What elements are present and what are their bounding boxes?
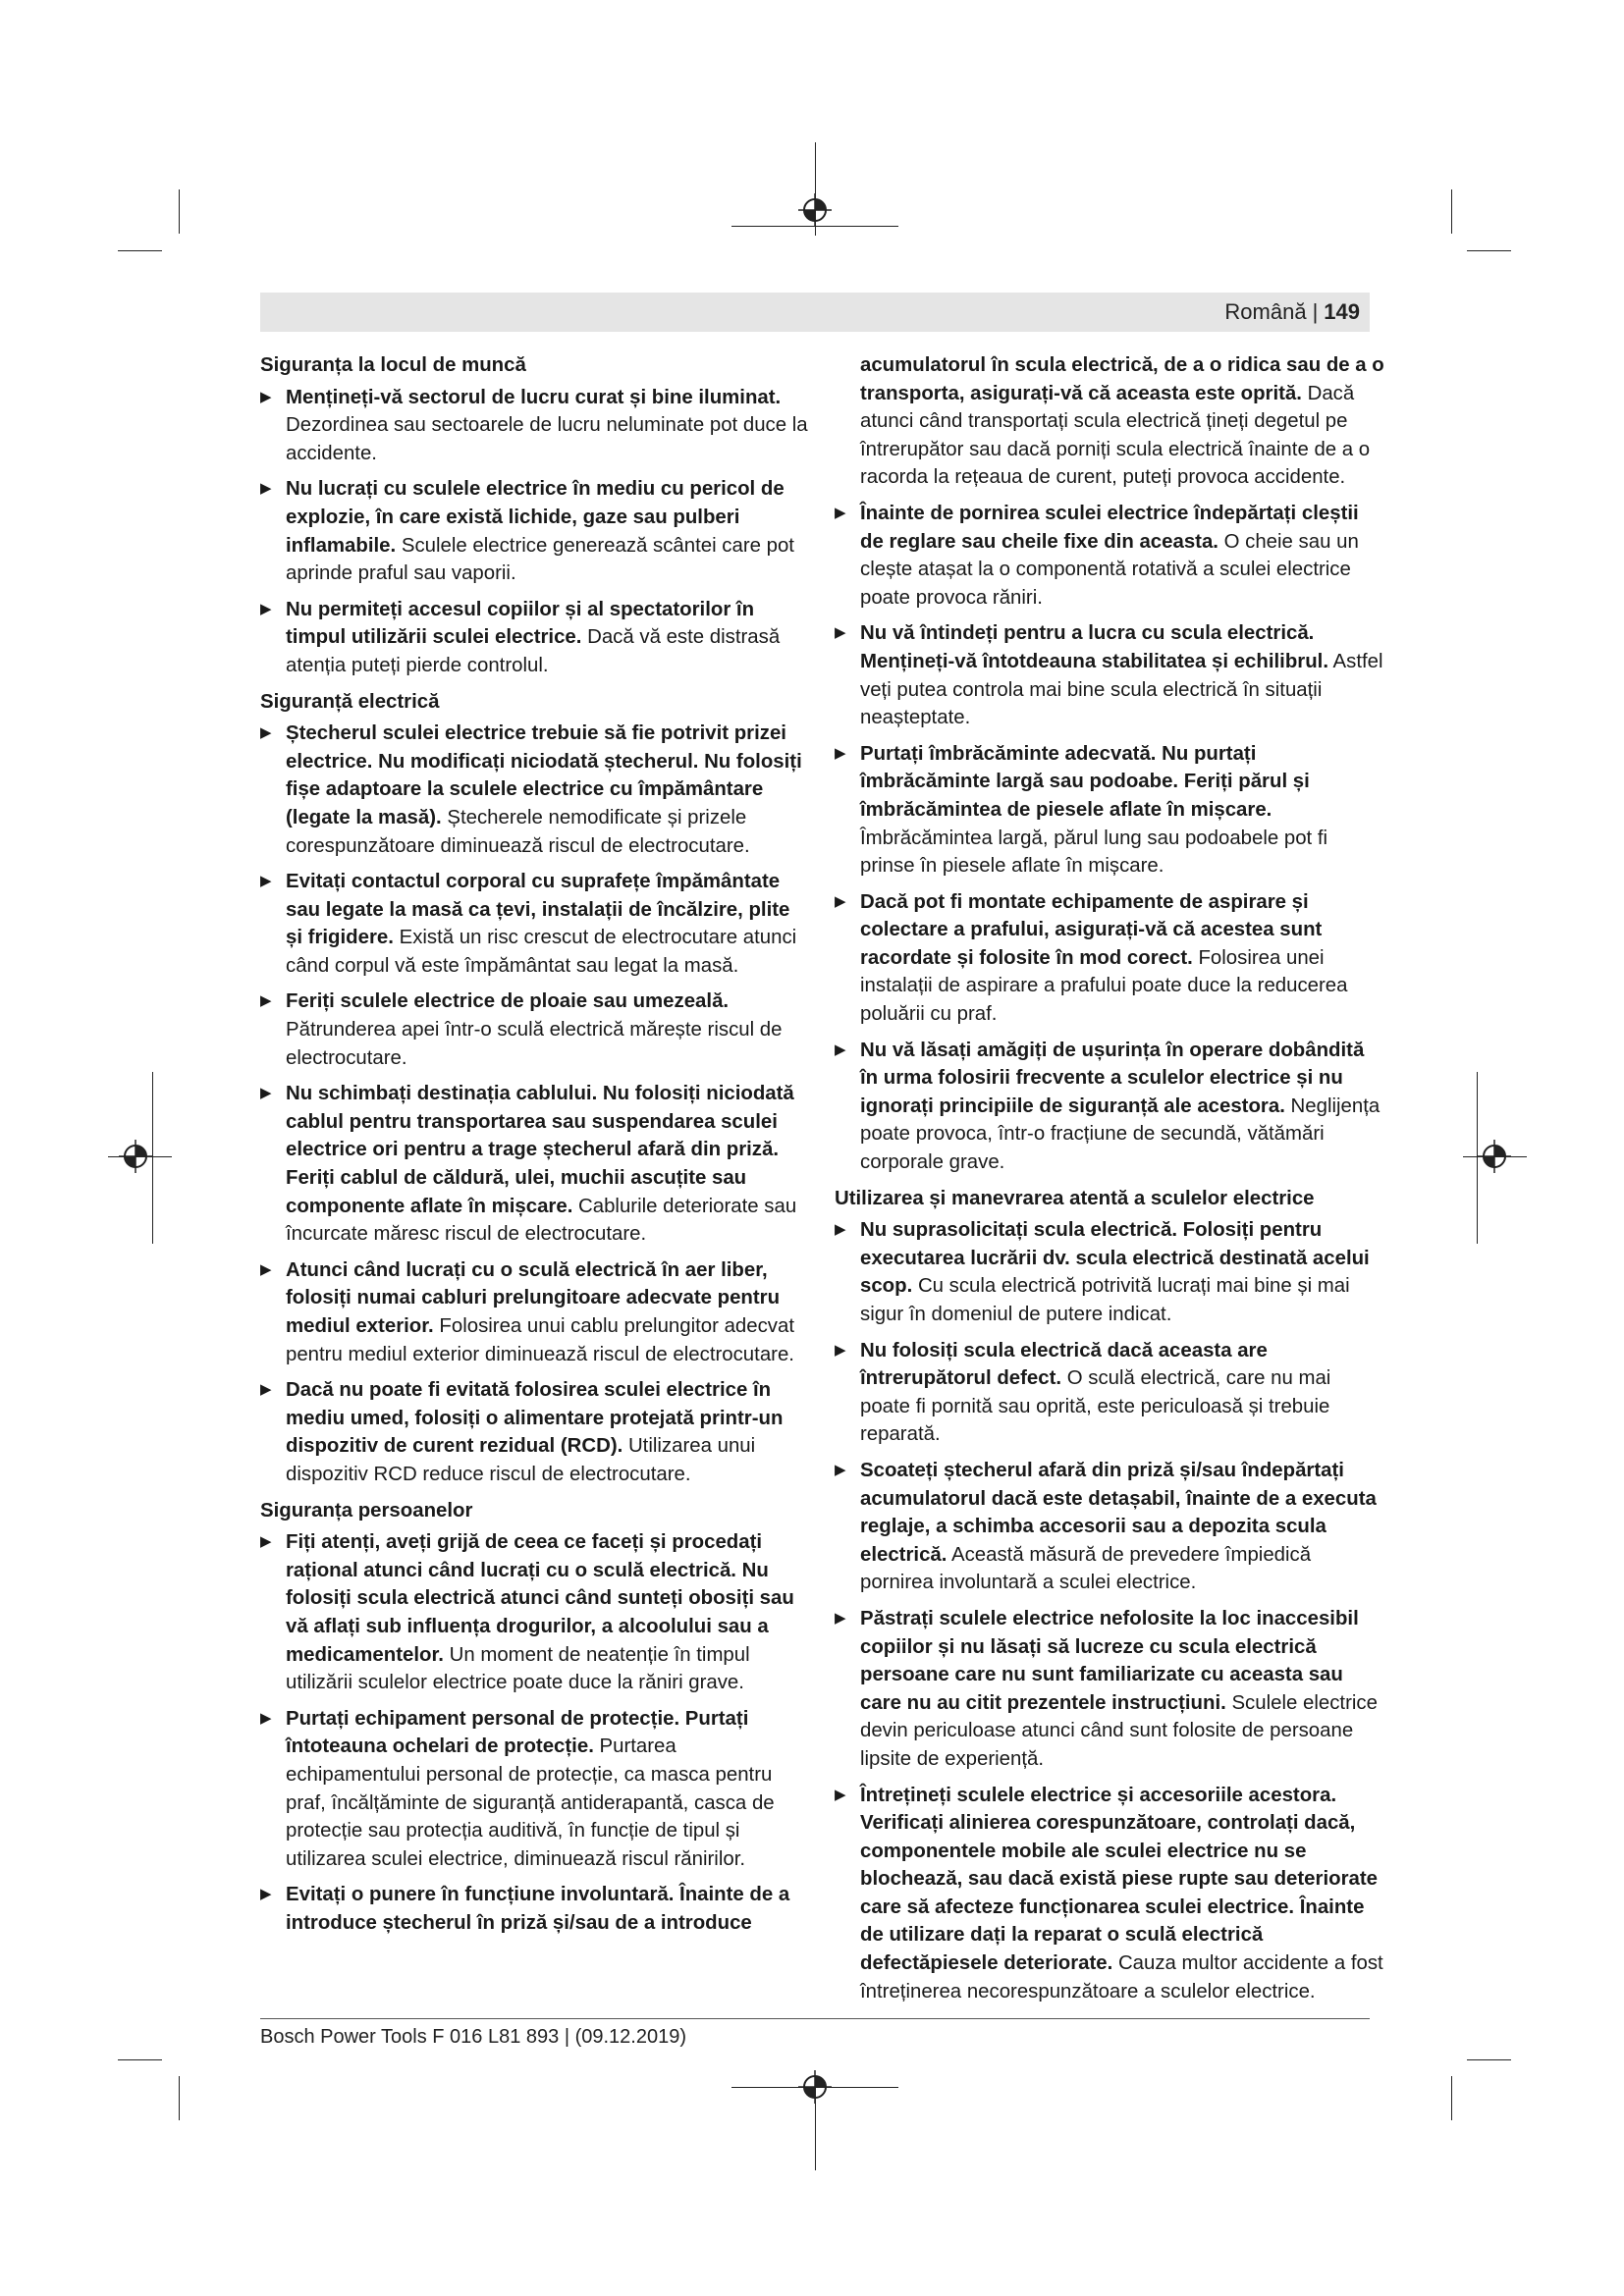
crop-mark xyxy=(1467,2059,1511,2060)
registration-line xyxy=(152,1072,153,1244)
safety-instruction xyxy=(835,1037,1384,1177)
safety-instruction xyxy=(835,888,1384,1029)
footer-divider xyxy=(260,2018,1370,2019)
page-footer: Bosch Power Tools F 016 L81 893 | (09.12.2019) xyxy=(260,2026,686,2048)
instruction-text: Sculele electrice devin periculoase atunci când sunt folosite de persoane lipsite de experiență. xyxy=(860,1691,1378,1770)
safety-instruction xyxy=(835,500,1384,612)
instruction-bold: Scoateți ștecherul afară din priză și/sau îndepărtați acumulatorul dacă este detașabil, înainte de a executa reglaje, a schimba accesorii sau a depozita scula electrică. xyxy=(860,1459,1377,1566)
safety-instruction xyxy=(260,1881,810,1937)
instruction-text: Folosirea unei instalații de aspirare a prafului poate duce la reducerea poluării cu praf. xyxy=(860,946,1348,1026)
instruction-text: Folosirea unui cablu prelungitor adecvat pentru mediul exterior diminuează riscul de electrocutare. xyxy=(286,1315,794,1365)
instruction-text: Cauza multor accidente a fost întreținerea necorespunzătoare a sculelor electrice. xyxy=(860,1952,1383,2002)
safety-instruction xyxy=(260,1256,810,1368)
instruction-bold: Nu suprasolicitați scula electrică. Folosiți pentru executarea lucrării dv. scula electrică destinată acelui scop. xyxy=(860,1219,1370,1298)
safety-instruction xyxy=(260,596,810,680)
right-column xyxy=(835,351,1384,2013)
instruction-bold: Nu vă întindeți pentru a lucra cu scula electrică. Mențineți-vă întotdeauna stabilitatea și echilibrul. xyxy=(860,622,1328,672)
safety-instruction xyxy=(260,868,810,980)
header-language: Română xyxy=(1224,299,1307,324)
instruction-bold: Nu lucrați cu sculele electrice în mediu cu pericol de explozie, în care există lichide, gaze sau pulberi inflamabile. xyxy=(286,478,785,557)
instruction-bold: Evitați o punere în funcțiune involuntară. Înainte de a introduce ștecherul în priză și/sau de a introduce xyxy=(286,1884,790,1934)
instruction-bold: acumulatorul în scula electrică, de a o ridica sau de a o transporta, asigurați-vă că aceasta este oprită. xyxy=(860,354,1384,404)
safety-instruction xyxy=(835,1337,1384,1449)
registration-target-icon xyxy=(1478,1140,1511,1173)
registration-target-icon xyxy=(798,193,832,227)
instruction-bold: Întrețineți sculele electrice și accesoriile acestora. Verificați alinierea corespunzătoare, controlați dacă, componentele mobile ale sculei electrice nu se blochează, sau dacă există piese rupte sau deteriorate care să afecteze funcționarea sculei electrice. Înainte de utilizare dați la reparat o sculă electrică defectăpiesele deteriorate. xyxy=(860,1784,1378,1975)
safety-instruction xyxy=(260,475,810,587)
page-number: 149 xyxy=(1324,299,1360,324)
instruction-bold: Fiți atenți, aveți grijă de ceea ce faceți și procedați rațional atunci când lucrați cu o sculă electrică. Nu folosiți scula electrică atunci când sunteți obosiți sau vă aflați sub influența drogurilor, a alcoolului sau a medicamentelor. xyxy=(286,1531,794,1666)
crop-mark xyxy=(179,2076,180,2120)
instruction-bold: Ștecherul sculei electrice trebuie să fie potrivit prizei electrice. Nu modificați niciodată ștecherul. Nu folosiți fișe adaptoare la sculele electrice cu împământare (legate la masă). xyxy=(286,722,802,828)
instruction-bold: Înainte de pornirea sculei electrice îndepărtați cleștii de reglare sau cheile fixe din aceasta. xyxy=(860,502,1359,553)
section-title: Utilizarea și manevrarea atentă a sculelor electrice xyxy=(835,1187,1315,1209)
safety-instruction xyxy=(260,988,810,1072)
safety-instruction xyxy=(835,1605,1384,1774)
instruction-text: Cu scula electrică potrivită lucrați mai bine și mai sigur în domeniul de putere indicat. xyxy=(860,1275,1350,1325)
crop-mark xyxy=(1451,189,1452,234)
instruction-text: Cablurile deteriorate sau încurcate măresc riscul de electrocutare. xyxy=(286,1195,797,1246)
left-column xyxy=(260,351,810,1945)
instruction-bold: Atunci când lucrați cu o sculă electrică în aer liber, folosiți numai cabluri prelungitoare adecvate pentru mediul exterior. xyxy=(286,1258,781,1337)
instruction-bold: Dacă nu poate fi evitată folosirea sculei electrice în mediu umed, folosiți o alimentare protejată printr-un dispozitiv de curent rezidual (RCD). xyxy=(286,1379,784,1458)
crop-mark xyxy=(118,2059,162,2060)
instruction-bold: Purtați îmbrăcăminte adecvată. Nu purtați îmbrăcăminte largă sau podoabe. Feriți părul și îmbrăcămintea de piesele aflate în mișcare. xyxy=(860,742,1310,821)
header-separator: | xyxy=(1312,299,1319,324)
crop-mark xyxy=(179,189,180,234)
safety-instruction xyxy=(835,740,1384,881)
crop-mark xyxy=(1451,2076,1452,2120)
instruction-text: Îmbrăcămintea largă, părul lung sau podoabele pot fi prinse în piesele aflate în mișcare. xyxy=(860,827,1328,878)
instruction-bold: Nu vă lăsați amăgiți de ușurința în operare dobândită în urma folosirii frecvente a sculelor electrice și nu ignorați principiile de siguranță ale acestora. xyxy=(860,1039,1365,1117)
instruction-bold: Nu permiteți accesul copiilor și al spectatorilor în timpul utilizării sculei electrice. xyxy=(286,598,755,649)
section-title: Siguranță electrică xyxy=(260,690,440,713)
safety-instruction xyxy=(835,1782,1384,2006)
safety-instruction-continued xyxy=(835,351,1384,492)
instruction-bold: Evitați contactul corporal cu suprafețe împământate sau legate la masă ca țevi, instalații de încălzire, plite și frigidere. xyxy=(286,871,790,949)
instruction-text: Dacă atunci când transportați scula electrică țineți degetul pe întrerupător sau dacă porniți scula electrică înainte de a o racorda la rețeaua de curent, puteți provoca accidente. xyxy=(860,382,1371,489)
instruction-text: Pătrunderea apei într-o sculă electrică mărește riscul de electrocutare. xyxy=(286,1019,783,1069)
instruction-text: Neglijența poate provoca, într-o fracțiune de secundă, vătămări corporale grave. xyxy=(860,1095,1380,1174)
instruction-text: Purtarea echipamentului personal de protecție, ca masca pentru praf, încălțăminte de siguranță antiderapantă, casca de protecție sau protecția auditivă, în funcție de tipul și utilizarea sculei electrice, diminuează riscul rănirilor. xyxy=(286,1735,775,1870)
instruction-text: Utilizarea unui dispozitiv RCD reduce riscul de electrocutare. xyxy=(286,1435,756,1485)
instruction-text: O cheie sau un clește atașat la o componentă rotativă a sculei electrice poate provoca răniri. xyxy=(860,530,1359,609)
instruction-bold: Mențineți-vă sectorul de lucru curat și bine iluminat. xyxy=(286,386,782,408)
crop-mark xyxy=(118,250,162,251)
safety-instruction xyxy=(835,619,1384,731)
safety-instruction xyxy=(260,720,810,860)
instruction-bold: Purtați echipament personal de protecție. Purtați întoteauna ochelari de protecție. xyxy=(286,1707,749,1758)
section-title: Siguranța la locul de muncă xyxy=(260,354,526,376)
page-header xyxy=(260,293,1370,332)
safety-instruction xyxy=(260,384,810,468)
instruction-bold: Feriți sculele electrice de ploaie sau umezeală. xyxy=(286,990,730,1013)
section-title: Siguranța persoanelor xyxy=(260,1499,473,1522)
instruction-text: Dezordinea sau sectoarele de lucru neluminate pot duce la accidente. xyxy=(286,414,808,464)
instruction-text: Un moment de neatenție în timpul utilizării sculelor electrice poate duce la răniri grave. xyxy=(286,1643,750,1694)
instruction-bold: Nu schimbați destinația cablului. Nu folosiți niciodată cablul pentru transportarea sau suspendarea sculei electrice ori pentru a trage ștecherul afară din priză. Feriți cablul de căldură, ulei, muchii ascuțite sau componente aflate în mișcare. xyxy=(286,1083,794,1217)
instruction-text: Astfel veți putea controla mai bine scula electrică în situații neașteptate. xyxy=(860,650,1383,729)
instruction-text: O sculă electrică, care nu mai poate fi pornită sau oprită, este periculoasă și trebuie reparată. xyxy=(860,1367,1331,1446)
registration-target-icon xyxy=(798,2070,832,2104)
safety-instruction xyxy=(260,1080,810,1249)
safety-instruction xyxy=(835,1216,1384,1328)
safety-instruction xyxy=(260,1705,810,1874)
registration-target-icon xyxy=(119,1140,152,1173)
header-label xyxy=(1224,299,1360,325)
instruction-text: Dacă vă este distrasă atenția puteți pierde controlul. xyxy=(286,626,781,676)
instruction-bold: Păstrați sculele electrice nefolosite la loc inaccesibil copiilor și nu lăsați să lucreze cu scula electrică persoane care nu sunt familiarizate cu aceasta sau care nu au citit prezentele instrucțiuni. xyxy=(860,1607,1359,1714)
safety-instruction xyxy=(260,1376,810,1488)
instruction-text: Sculele electrice generează scântei care pot aprinde praful sau vaporii. xyxy=(286,534,794,585)
crop-mark xyxy=(1467,250,1511,251)
safety-instruction xyxy=(260,1528,810,1697)
safety-instruction xyxy=(835,1457,1384,1597)
instruction-bold: Nu folosiți scula electrică dacă aceasta are întrerupătorul defect. xyxy=(860,1339,1268,1390)
instruction-text: Ștecherele nemodificate și prizele corespunzătoare diminuează riscul de electrocutare. xyxy=(286,806,750,857)
instruction-text: Această măsură de prevedere împiedică pornirea involuntară a sculei electrice. xyxy=(860,1543,1312,1594)
instruction-bold: Dacă pot fi montate echipamente de aspirare și colectare a prafului, asigurați-vă că acestea sunt racordate și folosite în mod corect. xyxy=(860,890,1323,969)
instruction-text: Există un risc crescut de electrocutare atunci când corpul vă este împământat sau legat la masă. xyxy=(286,927,797,977)
